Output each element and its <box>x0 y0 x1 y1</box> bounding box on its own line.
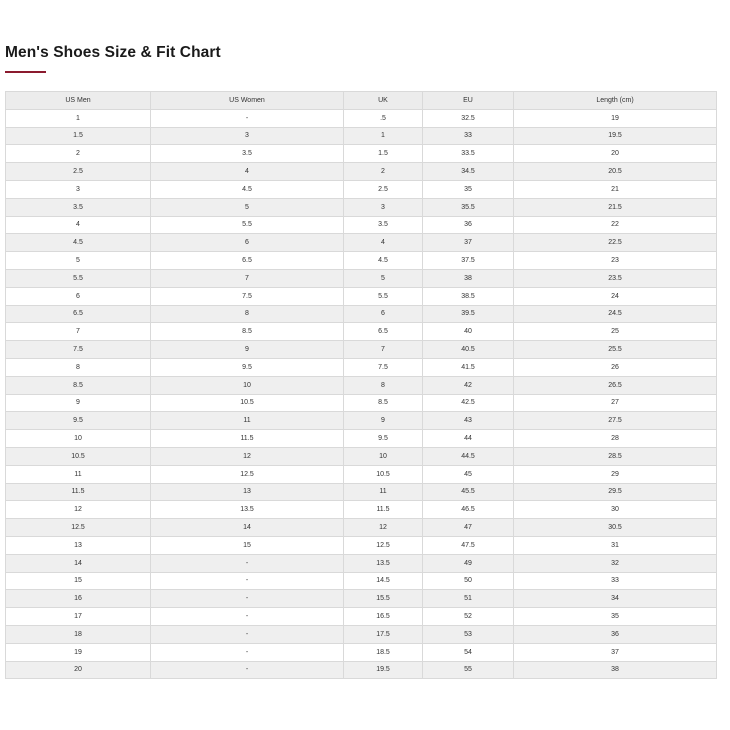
cell-length-cm: 26.5 <box>514 376 717 394</box>
cell-length-cm: 20 <box>514 145 717 163</box>
cell-us-women: 13.5 <box>151 501 344 519</box>
cell-length-cm: 31 <box>514 536 717 554</box>
cell-eu: 50 <box>423 572 514 590</box>
cell-us-men: 16 <box>6 590 151 608</box>
cell-length-cm: 34 <box>514 590 717 608</box>
cell-us-women: - <box>151 554 344 572</box>
cell-uk: 13.5 <box>344 554 423 572</box>
cell-uk: 8.5 <box>344 394 423 412</box>
header-uk: UK <box>344 92 423 110</box>
cell-us-men: 11.5 <box>6 483 151 501</box>
cell-length-cm: 26 <box>514 358 717 376</box>
cell-uk: 17.5 <box>344 625 423 643</box>
table-row <box>6 447 717 465</box>
cell-us-men: 7 <box>6 323 151 341</box>
cell-uk: 6 <box>344 305 423 323</box>
cell-length-cm: 22.5 <box>514 234 717 252</box>
cell-us-women: 7.5 <box>151 287 344 305</box>
table-row <box>6 625 717 643</box>
cell-us-men: 2 <box>6 145 151 163</box>
cell-us-women: 10 <box>151 376 344 394</box>
cell-eu: 47.5 <box>423 536 514 554</box>
cell-length-cm: 29.5 <box>514 483 717 501</box>
table-row <box>6 305 717 323</box>
cell-uk: 2.5 <box>344 180 423 198</box>
cell-us-women: 6 <box>151 234 344 252</box>
cell-length-cm: 21 <box>514 180 717 198</box>
table-row <box>6 501 717 519</box>
cell-eu: 43 <box>423 412 514 430</box>
cell-us-men: 18 <box>6 625 151 643</box>
table-row <box>6 483 717 501</box>
cell-eu: 39.5 <box>423 305 514 323</box>
cell-uk: 19.5 <box>344 661 423 679</box>
cell-uk: 3 <box>344 198 423 216</box>
cell-us-women: 12 <box>151 447 344 465</box>
cell-uk: 1.5 <box>344 145 423 163</box>
cell-eu: 35.5 <box>423 198 514 216</box>
cell-length-cm: 29 <box>514 465 717 483</box>
table-row <box>6 608 717 626</box>
cell-eu: 37 <box>423 234 514 252</box>
cell-eu: 52 <box>423 608 514 626</box>
cell-us-women: 5.5 <box>151 216 344 234</box>
cell-uk: 5.5 <box>344 287 423 305</box>
table-row <box>6 127 717 145</box>
cell-us-women: - <box>151 590 344 608</box>
table-row <box>6 430 717 448</box>
table-row <box>6 109 717 127</box>
cell-us-men: 5 <box>6 252 151 270</box>
cell-length-cm: 30.5 <box>514 519 717 537</box>
table-row <box>6 323 717 341</box>
cell-us-men: 20 <box>6 661 151 679</box>
cell-uk: 11.5 <box>344 501 423 519</box>
cell-us-men: 1.5 <box>6 127 151 145</box>
cell-eu: 38 <box>423 269 514 287</box>
cell-length-cm: 21.5 <box>514 198 717 216</box>
cell-eu: 32.5 <box>423 109 514 127</box>
page-title: Men's Shoes Size & Fit Chart <box>5 44 221 61</box>
header-eu: EU <box>423 92 514 110</box>
table-row <box>6 412 717 430</box>
cell-length-cm: 25 <box>514 323 717 341</box>
header-length-cm: Length (cm) <box>514 92 717 110</box>
cell-uk: 2 <box>344 163 423 181</box>
cell-uk: 3.5 <box>344 216 423 234</box>
cell-us-men: 6 <box>6 287 151 305</box>
cell-us-men: 8.5 <box>6 376 151 394</box>
cell-us-women: 3.5 <box>151 145 344 163</box>
cell-eu: 51 <box>423 590 514 608</box>
cell-us-women: 14 <box>151 519 344 537</box>
cell-uk: 15.5 <box>344 590 423 608</box>
cell-us-men: 7.5 <box>6 341 151 359</box>
table-row <box>6 145 717 163</box>
cell-us-women: 15 <box>151 536 344 554</box>
cell-uk: 4.5 <box>344 252 423 270</box>
cell-us-women: 7 <box>151 269 344 287</box>
cell-length-cm: 23 <box>514 252 717 270</box>
cell-eu: 36 <box>423 216 514 234</box>
table-row <box>6 252 717 270</box>
cell-length-cm: 23.5 <box>514 269 717 287</box>
cell-eu: 45 <box>423 465 514 483</box>
cell-us-men: 10.5 <box>6 447 151 465</box>
cell-us-men: 11 <box>6 465 151 483</box>
cell-us-women: 4.5 <box>151 180 344 198</box>
cell-us-men: 12.5 <box>6 519 151 537</box>
table-row <box>6 234 717 252</box>
cell-eu: 37.5 <box>423 252 514 270</box>
cell-uk: 1 <box>344 127 423 145</box>
cell-us-women: 11.5 <box>151 430 344 448</box>
cell-eu: 53 <box>423 625 514 643</box>
cell-eu: 38.5 <box>423 287 514 305</box>
cell-us-men: 10 <box>6 430 151 448</box>
table-row <box>6 572 717 590</box>
cell-us-men: 19 <box>6 643 151 661</box>
cell-us-men: 4 <box>6 216 151 234</box>
cell-length-cm: 38 <box>514 661 717 679</box>
table-row <box>6 465 717 483</box>
cell-us-women: 11 <box>151 412 344 430</box>
header-us-women: US Women <box>151 92 344 110</box>
cell-us-women: - <box>151 608 344 626</box>
cell-eu: 33 <box>423 127 514 145</box>
cell-length-cm: 24 <box>514 287 717 305</box>
cell-us-women: - <box>151 643 344 661</box>
table-row <box>6 180 717 198</box>
cell-length-cm: 24.5 <box>514 305 717 323</box>
cell-length-cm: 33 <box>514 572 717 590</box>
cell-eu: 44.5 <box>423 447 514 465</box>
cell-length-cm: 36 <box>514 625 717 643</box>
cell-uk: 10.5 <box>344 465 423 483</box>
table-row <box>6 536 717 554</box>
cell-length-cm: 19.5 <box>514 127 717 145</box>
cell-us-women: 9.5 <box>151 358 344 376</box>
cell-eu: 41.5 <box>423 358 514 376</box>
cell-us-men: 13 <box>6 536 151 554</box>
cell-eu: 45.5 <box>423 483 514 501</box>
cell-us-men: 5.5 <box>6 269 151 287</box>
cell-us-women: - <box>151 661 344 679</box>
table-row <box>6 554 717 572</box>
cell-uk: 10 <box>344 447 423 465</box>
cell-us-women: 8.5 <box>151 323 344 341</box>
table-row <box>6 590 717 608</box>
cell-us-women: 8 <box>151 305 344 323</box>
cell-eu: 35 <box>423 180 514 198</box>
cell-uk: .5 <box>344 109 423 127</box>
cell-uk: 16.5 <box>344 608 423 626</box>
cell-us-women: 3 <box>151 127 344 145</box>
cell-length-cm: 28.5 <box>514 447 717 465</box>
cell-uk: 9.5 <box>344 430 423 448</box>
cell-eu: 42 <box>423 376 514 394</box>
cell-us-men: 15 <box>6 572 151 590</box>
cell-uk: 14.5 <box>344 572 423 590</box>
cell-us-women: 10.5 <box>151 394 344 412</box>
table-row <box>6 358 717 376</box>
cell-uk: 11 <box>344 483 423 501</box>
cell-length-cm: 19 <box>514 109 717 127</box>
table-row <box>6 643 717 661</box>
cell-eu: 34.5 <box>423 163 514 181</box>
table-body <box>6 109 717 679</box>
cell-eu: 55 <box>423 661 514 679</box>
cell-length-cm: 28 <box>514 430 717 448</box>
cell-us-women: - <box>151 625 344 643</box>
size-chart-table <box>5 91 717 679</box>
cell-eu: 33.5 <box>423 145 514 163</box>
cell-length-cm: 35 <box>514 608 717 626</box>
cell-us-women: - <box>151 109 344 127</box>
cell-us-women: 12.5 <box>151 465 344 483</box>
cell-length-cm: 30 <box>514 501 717 519</box>
cell-uk: 12.5 <box>344 536 423 554</box>
cell-eu: 40 <box>423 323 514 341</box>
cell-us-women: 5 <box>151 198 344 216</box>
cell-us-men: 12 <box>6 501 151 519</box>
cell-uk: 7 <box>344 341 423 359</box>
cell-us-men: 9 <box>6 394 151 412</box>
table-row <box>6 341 717 359</box>
table-header-row <box>6 92 717 110</box>
cell-uk: 5 <box>344 269 423 287</box>
table-row <box>6 269 717 287</box>
cell-eu: 46.5 <box>423 501 514 519</box>
cell-us-men: 9.5 <box>6 412 151 430</box>
title-underline <box>5 71 46 73</box>
cell-length-cm: 22 <box>514 216 717 234</box>
table-row <box>6 519 717 537</box>
cell-length-cm: 20.5 <box>514 163 717 181</box>
cell-us-men: 1 <box>6 109 151 127</box>
cell-us-women: 13 <box>151 483 344 501</box>
cell-eu: 44 <box>423 430 514 448</box>
cell-length-cm: 25.5 <box>514 341 717 359</box>
table-row <box>6 163 717 181</box>
cell-uk: 18.5 <box>344 643 423 661</box>
cell-us-men: 2.5 <box>6 163 151 181</box>
cell-length-cm: 32 <box>514 554 717 572</box>
cell-us-men: 6.5 <box>6 305 151 323</box>
cell-eu: 54 <box>423 643 514 661</box>
cell-uk: 7.5 <box>344 358 423 376</box>
cell-us-men: 8 <box>6 358 151 376</box>
table-row <box>6 661 717 679</box>
table-row <box>6 287 717 305</box>
cell-us-men: 3 <box>6 180 151 198</box>
cell-uk: 8 <box>344 376 423 394</box>
cell-us-men: 14 <box>6 554 151 572</box>
cell-length-cm: 27.5 <box>514 412 717 430</box>
cell-uk: 4 <box>344 234 423 252</box>
table-row <box>6 216 717 234</box>
cell-uk: 9 <box>344 412 423 430</box>
cell-eu: 40.5 <box>423 341 514 359</box>
cell-length-cm: 27 <box>514 394 717 412</box>
table-row <box>6 198 717 216</box>
cell-us-men: 3.5 <box>6 198 151 216</box>
cell-us-women: 4 <box>151 163 344 181</box>
cell-us-men: 4.5 <box>6 234 151 252</box>
cell-us-women: 9 <box>151 341 344 359</box>
cell-uk: 6.5 <box>344 323 423 341</box>
cell-us-women: 6.5 <box>151 252 344 270</box>
table-row <box>6 394 717 412</box>
cell-length-cm: 37 <box>514 643 717 661</box>
cell-eu: 47 <box>423 519 514 537</box>
cell-uk: 12 <box>344 519 423 537</box>
cell-us-men: 17 <box>6 608 151 626</box>
cell-eu: 42.5 <box>423 394 514 412</box>
table-row <box>6 376 717 394</box>
cell-us-women: - <box>151 572 344 590</box>
cell-eu: 49 <box>423 554 514 572</box>
header-us-men: US Men <box>6 92 151 110</box>
